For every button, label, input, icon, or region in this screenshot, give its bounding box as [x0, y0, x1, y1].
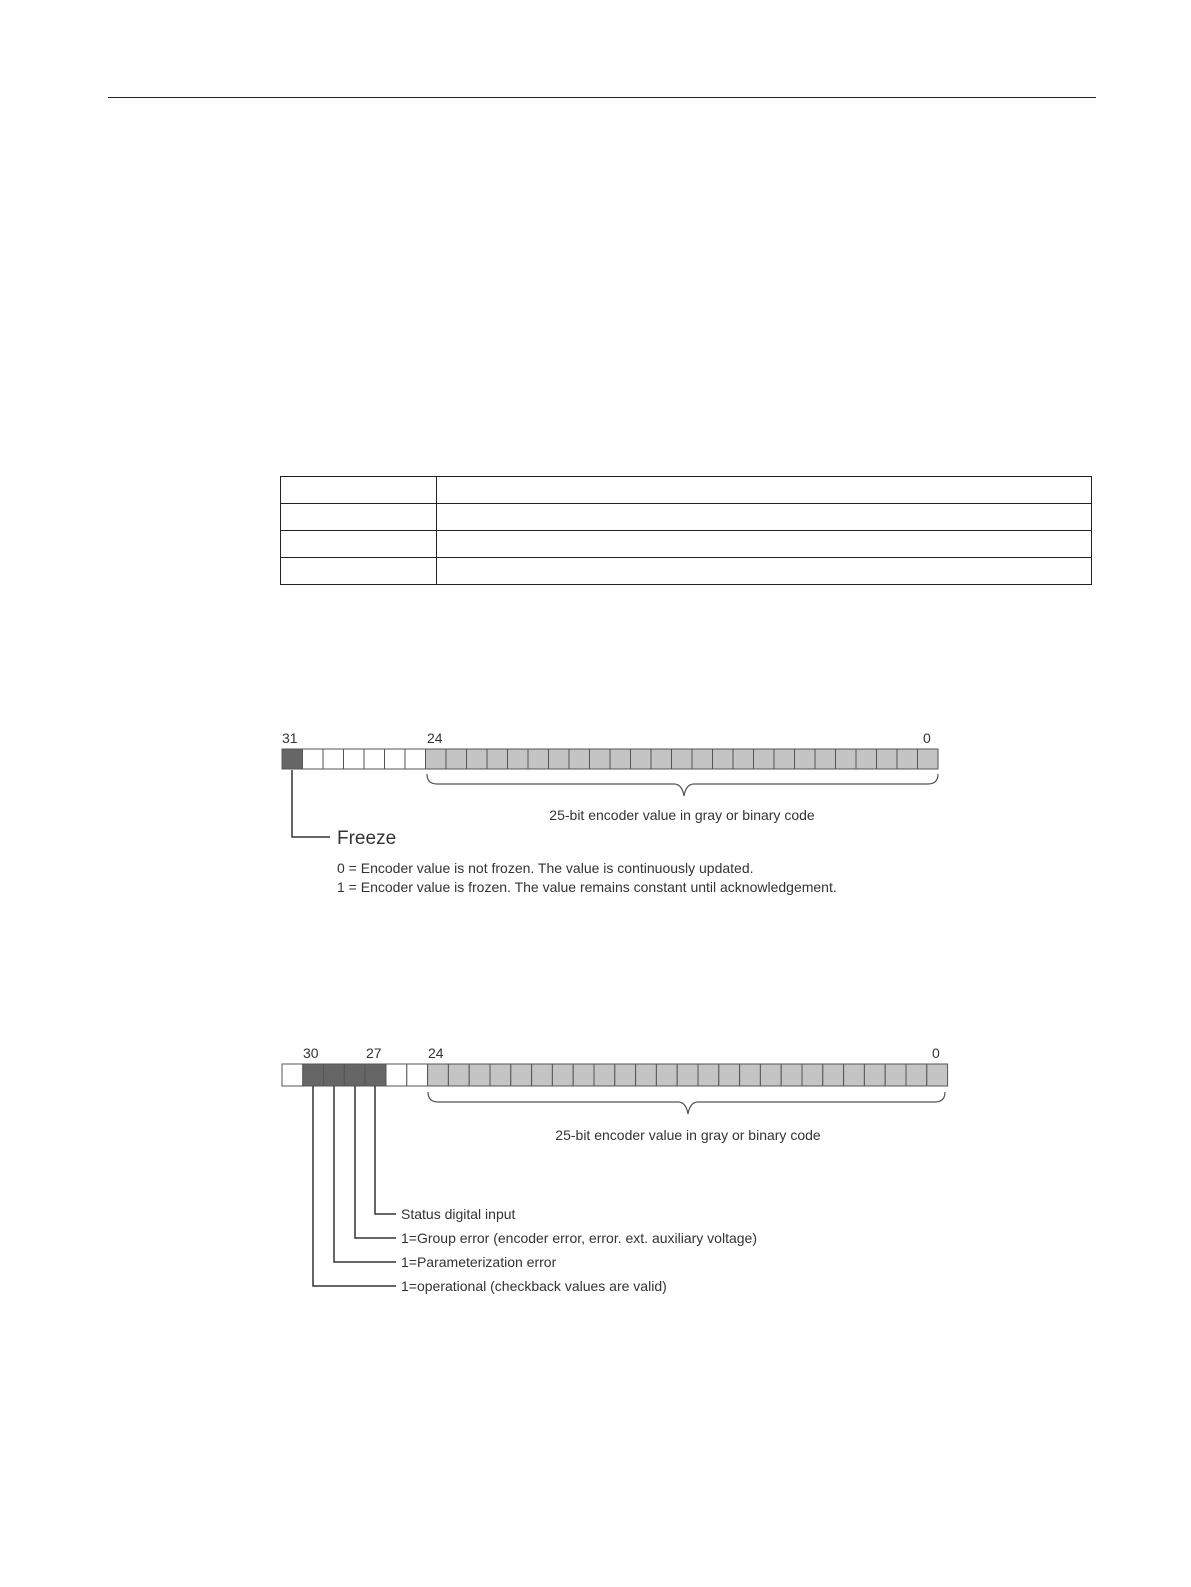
bit-label-24: 24 — [428, 1045, 444, 1061]
bit-cell-10 — [719, 1064, 740, 1086]
bit-cell-24 — [426, 749, 447, 769]
bit-cell-25 — [407, 1064, 428, 1086]
bit-cell-6 — [802, 1064, 823, 1086]
status-bit-diagram — [270, 1035, 960, 1310]
bit-cell-16 — [594, 1064, 615, 1086]
bit-cell-24 — [428, 1064, 449, 1086]
callout-line-status-input — [375, 1086, 396, 1214]
bit-cell-29 — [324, 1064, 345, 1086]
bit-cell-25 — [405, 749, 426, 769]
bit-cell-9 — [740, 1064, 761, 1086]
encoder-value-brace — [427, 774, 938, 796]
bit-cell-22 — [467, 749, 488, 769]
bit-cell-22 — [469, 1064, 490, 1086]
bit-cell-21 — [490, 1064, 511, 1086]
table-cell — [281, 558, 437, 585]
bit-cell-7 — [774, 749, 795, 769]
bit-cell-2 — [885, 1064, 906, 1086]
bit-register — [282, 1064, 948, 1086]
bit-cell-11 — [698, 1064, 719, 1086]
bit-cell-30 — [303, 1064, 324, 1086]
freeze-connector — [292, 770, 330, 837]
table-cell — [437, 531, 1092, 558]
bit-label-30: 30 — [303, 1045, 319, 1061]
bit-cell-13 — [651, 749, 672, 769]
bit-cell-9 — [733, 749, 754, 769]
bit-cell-18 — [552, 1064, 573, 1086]
bit-cell-3 — [864, 1064, 885, 1086]
bit-cell-15 — [615, 1064, 636, 1086]
bit-cell-0 — [927, 1064, 948, 1086]
encoder-value-brace — [428, 1092, 945, 1114]
header-rule — [108, 97, 1096, 98]
bit-cell-28 — [344, 749, 365, 769]
bit-cell-19 — [528, 749, 549, 769]
bit-cell-17 — [569, 749, 590, 769]
bit-cell-1 — [897, 749, 918, 769]
bit-cell-29 — [323, 749, 344, 769]
table-cell — [281, 477, 437, 504]
bit-cell-21 — [487, 749, 508, 769]
bit-cell-12 — [672, 749, 693, 769]
bit-cell-27 — [365, 1064, 386, 1086]
bit-cell-10 — [713, 749, 734, 769]
bit-cell-20 — [508, 749, 529, 769]
bit-cell-14 — [636, 1064, 657, 1086]
bit-label-27: 27 — [366, 1045, 382, 1061]
bit-cell-4 — [836, 749, 857, 769]
freeze-title: Freeze — [337, 828, 397, 849]
bit-cell-5 — [815, 749, 836, 769]
bit-label-24: 24 — [427, 730, 443, 746]
bit-cell-26 — [386, 1064, 407, 1086]
callout-connectors — [313, 1086, 396, 1286]
freeze-desc-0: 0 = Encoder value is not frozen. The value is continuously updated. — [337, 860, 754, 876]
encoder-value-label: 25-bit encoder value in gray or binary code — [549, 807, 815, 823]
freeze-desc-1: 1 = Encoder value is frozen. The value remains constant until acknowledgement. — [337, 879, 837, 895]
callout-operational: 1=operational (checkback values are valid) — [401, 1278, 667, 1294]
bit-cell-2 — [877, 749, 898, 769]
bit-cell-13 — [656, 1064, 677, 1086]
bit-cell-8 — [760, 1064, 781, 1086]
table-row — [281, 531, 1092, 558]
bit-cell-23 — [448, 1064, 469, 1086]
bit-cell-4 — [844, 1064, 865, 1086]
table-row — [281, 504, 1092, 531]
bit-cell-14 — [631, 749, 652, 769]
bit-cell-11 — [692, 749, 713, 769]
bit-cell-30 — [303, 749, 324, 769]
bit-cell-31 — [282, 1064, 303, 1086]
table-row — [281, 558, 1092, 585]
table-cell — [437, 504, 1092, 531]
encoder-value-label: 25-bit encoder value in gray or binary code — [555, 1127, 821, 1143]
bit-cell-28 — [344, 1064, 365, 1086]
callout-line-param-error — [334, 1086, 396, 1262]
callout-group-error: 1=Group error (encoder error, error. ext. auxiliary voltage) — [401, 1230, 757, 1246]
bit-cell-1 — [906, 1064, 927, 1086]
bit-cell-19 — [532, 1064, 553, 1086]
table-cell — [281, 504, 437, 531]
bit-cell-8 — [754, 749, 775, 769]
table-cell — [437, 558, 1092, 585]
bit-cell-0 — [918, 749, 939, 769]
bit-cell-31 — [282, 749, 303, 769]
callout-status-digital-input: Status digital input — [401, 1206, 516, 1222]
bit-cell-26 — [385, 749, 406, 769]
bit-cell-5 — [823, 1064, 844, 1086]
bit-cell-18 — [549, 749, 570, 769]
bit-cell-17 — [573, 1064, 594, 1086]
bit-cell-6 — [795, 749, 816, 769]
parameter-table — [280, 476, 1092, 585]
bit-label-0: 0 — [923, 730, 931, 746]
bit-cell-20 — [511, 1064, 532, 1086]
freeze-bit-diagram — [270, 720, 950, 910]
bit-cell-3 — [856, 749, 877, 769]
bit-cell-7 — [781, 1064, 802, 1086]
bit-cell-27 — [364, 749, 385, 769]
table-cell — [437, 477, 1092, 504]
bit-label-31: 31 — [282, 730, 298, 746]
bit-cell-16 — [590, 749, 611, 769]
bit-cell-12 — [677, 1064, 698, 1086]
bit-cell-23 — [446, 749, 467, 769]
table-row — [281, 477, 1092, 504]
callout-parameterization-error: 1=Parameterization error — [401, 1254, 557, 1270]
table-cell — [281, 531, 437, 558]
bit-register — [282, 749, 938, 769]
bit-cell-15 — [610, 749, 631, 769]
bit-label-0: 0 — [932, 1045, 940, 1061]
